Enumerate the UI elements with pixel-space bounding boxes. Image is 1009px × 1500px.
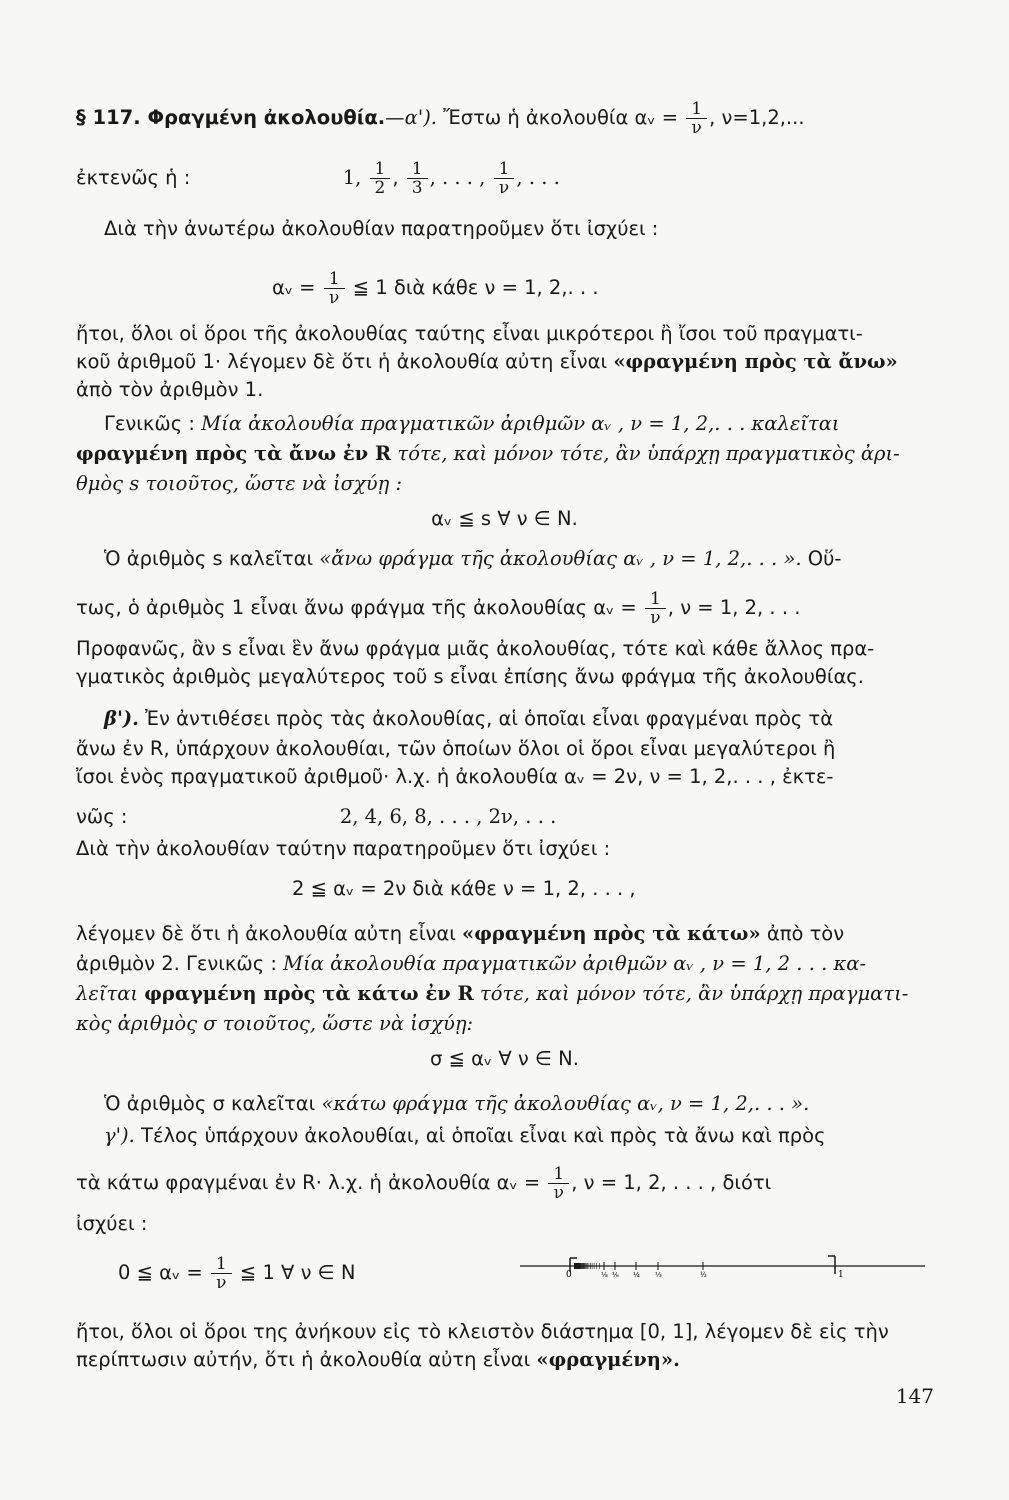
text-line: τως, ὁ ἀριθμὸς 1 εἶναι ἄνω φράγμα τῆς ἀκολουθίας αᵥ = $\frac{1}{\nu}$ , ν = 1, 2, . . . (76, 589, 801, 628)
text-line: Ὁ ἀριθμὸς σ καλεῖται «κάτω φράγμα τῆς ἀκολουθίας αᵥ, ν = 1, 2,. . . ». (104, 1092, 810, 1115)
fraction-1-over-nu-both: $\frac{1}{\nu}$ (211, 1255, 232, 1292)
text-line: ἴσοι ἑνὸς πραγματικοῦ ἀριθμοῦ· λ.χ. ἡ ἀκολουθία αᵥ = 2ν, ν = 1, 2,. . . , ἐκτε- (76, 765, 834, 788)
text-line: Διὰ τὴν ἀκολουθίαν ταύτην παρατηροῦμεν ὅτι ἰσχύει : (76, 837, 611, 860)
tick-label: ¼ (633, 1271, 640, 1279)
tick-label: ½ (700, 1271, 707, 1279)
text-line: ἀριθμὸν 2. Γενικῶς : Μία ἀκολουθία πραγματικῶν ἀριθμῶν αᵥ , ν = 1, 2 . . . κα- (76, 952, 867, 975)
text-line: τὰ κάτω φραγμέναι ἐν R· λ.χ. ἡ ἀκολουθία αᵥ = $\frac{1}{\nu}$ , ν = 1, 2, . . . , διότι (76, 1164, 772, 1203)
text-line: Διὰ τὴν ἀνωτέρω ἀκολουθίαν παρατηροῦμεν ὅτι ἰσχύει : (104, 217, 659, 240)
tick-label: ⅓ (655, 1271, 662, 1279)
intro-tail: , ν=1,2,... (709, 106, 805, 129)
intro-text: Ἔστω ἡ ἀκολουθία αᵥ = (443, 106, 679, 129)
part-b-label: β'). (104, 707, 139, 730)
number-line-one-label: 1 (838, 1270, 844, 1280)
equation-upper-bound: αᵥ ≦ s ∀ ν ∈ N. (431, 507, 578, 530)
equation-lower-bound: σ ≦ αᵥ ∀ ν ∈ N. (430, 1047, 579, 1070)
part-c-line: γ'). Τέλος ὑπάρχουν ἀκολουθίαι, αἱ ὁποῖαι εἶναι καὶ πρὸς τὰ ἄνω καὶ πρὸς (104, 1124, 826, 1147)
text-line: περίπτωσιν αὐτήν, ὅτι ἡ ἀκολουθία αὐτη εἶναι «φραγμένη». (76, 1348, 680, 1371)
seq-dots: , . . . , (429, 166, 486, 189)
fraction-1-over-nu-tos: $\frac{1}{\nu}$ (645, 590, 666, 627)
tick-label: ⅛ (601, 1271, 608, 1279)
page-number: 147 (895, 1384, 934, 1408)
ektenos-label: ἐκτενῶς ἡ : (76, 166, 191, 189)
text-line: ἰσχύει : (76, 1212, 148, 1235)
definition-upper-line: Γενικῶς : Μία ἀκολουθία πραγματικῶν ἀριθμῶν αᵥ , ν = 1, 2,. . . καλεῖται (104, 412, 840, 435)
seq-first: 1, (342, 166, 362, 189)
tick-label: ⅙ (612, 1271, 619, 1279)
fraction-1-over-2: $\frac{1}{2}$ (370, 160, 391, 197)
text-line: ἄνω ἐν R, ὑπάρχουν ἀκολουθίαι, τῶν ὁποίων ὅλοι οἱ ὅροι εἶναι μεγαλύτεροι ἢ (76, 737, 836, 760)
text-line: λεῖται φραγμένη πρὸς τὰ κάτω ἐν R τότε, καὶ μόνον τότε, ἂν ὑπάρχῃ πραγματι- (76, 982, 909, 1005)
text-line: ἀπὸ τὸν ἀριθμὸν 1. (76, 378, 264, 401)
text-line: ἤτοι, ὅλοι οἱ ὅροι τῆς ἀκολουθίας ταύτης εἶναι μικρότεροι ἢ ἴσοι τοῦ πραγματι- (76, 322, 863, 345)
text-line: νῶς : 2, 4, 6, 8, . . . , 2ν, . . . (76, 805, 557, 828)
text-line: Ὁ ἀριθμὸς s καλεῖται «ἄνω φράγμα τῆς ἀκολουθίας αᵥ , ν = 1, 2,. . . ». Οὕ- (104, 547, 842, 570)
number-line-diagram (520, 1252, 925, 1282)
text-line: κοῦ ἀριθμοῦ 1· λέγομεν δὲ ὅτι ἡ ἀκολουθία αὐτη εἶναι «φραγμένη πρὸς τὰ ἄνω» (76, 350, 898, 373)
text-line: Προφανῶς, ἂν s εἶναι ἓν ἄνω φράγμα μιᾶς ἀκολουθίας, τότε καὶ κάθε ἄλλος πρα- (76, 637, 875, 660)
definition-upper-line-3: θμὸς s τοιοῦτος, ὥστε νὰ ἰσχύῃ : (76, 472, 403, 495)
text-line: λέγομεν δὲ ὅτι ἡ ἀκολουθία αὐτη εἶναι «φραγμένη πρὸς τὰ κάτω» ἀπὸ τὸν (76, 922, 845, 945)
equation-bounded-both: 0 ≦ αᵥ = $\frac{1}{\nu}$ ≦ 1 ∀ ν ∈ N (118, 1254, 356, 1293)
part-c-label: γ'). (104, 1124, 135, 1147)
number-line-zero-label: 0 (566, 1270, 572, 1280)
inequality-upper-bound-line: αᵥ = $\frac{1}{\nu}$ ≦ 1 διὰ κάθε ν = 1, 2,. . . (272, 269, 599, 308)
part-a-label: α'). (404, 106, 438, 129)
fraction-1-over-3: $\frac{1}{3}$ (407, 160, 428, 197)
text-line: γματικὸς ἀριθμὸς μεγαλύτερος τοῦ s εἶναι ἐπίσης ἄνω φράγμα τῆς ἀκολουθίας. (76, 665, 864, 688)
seq-end: , . . . (516, 166, 560, 189)
definition-upper-line-2: φραγμένη πρὸς τὰ ἄνω ἐν R τότε, καὶ μόνον τότε, ἂν ὑπάρχῃ πραγματικὸς ἀρι- (76, 442, 900, 465)
sequence-expansion-line: ἐκτενῶς ἡ : 1, $\frac{1}{2}$ , $\frac{1}{3}$ , . . . , $\frac{1}{\nu}$ , . . . (76, 159, 560, 198)
text-line: κὸς ἀριθμὸς σ τοιοῦτος, ὥστε νὰ ἰσχύῃ: (76, 1012, 474, 1035)
fraction-1-over-nu-seq: $\frac{1}{\nu}$ (494, 160, 515, 197)
fraction-1-over-nu-ineq: $\frac{1}{\nu}$ (324, 270, 345, 307)
fraction-1-over-nu: $\frac{1}{\nu}$ (686, 100, 707, 137)
inequality-lower-bound: 2 ≦ αᵥ = 2ν διὰ κάθε ν = 1, 2, . . . , (292, 877, 636, 900)
part-b-line: β'). Ἐν ἀντιθέσει πρὸς τὰς ἀκολουθίας, αἱ ὁποῖαι εἶναι φραγμέναι πρὸς τὰ (104, 707, 834, 730)
fraction-1-over-nu-g2: $\frac{1}{\nu}$ (548, 1165, 569, 1202)
text-line: ἤτοι, ὅλοι οἱ ὅροι της ἀνήκουν εἰς τὸ κλειστὸν διάστημα [0, 1], λέγομεν δὲ εἰς τὴν (76, 1320, 889, 1343)
section-heading-line: § 117. Φραγμένη ἀκολουθία.—α'). Ἔστω ἡ ἀκολουθία αᵥ = $\frac{1}{\nu}$ , ν=1,2,... (76, 99, 805, 138)
section-heading: § 117. Φραγμένη ἀκολουθία. (76, 106, 386, 129)
